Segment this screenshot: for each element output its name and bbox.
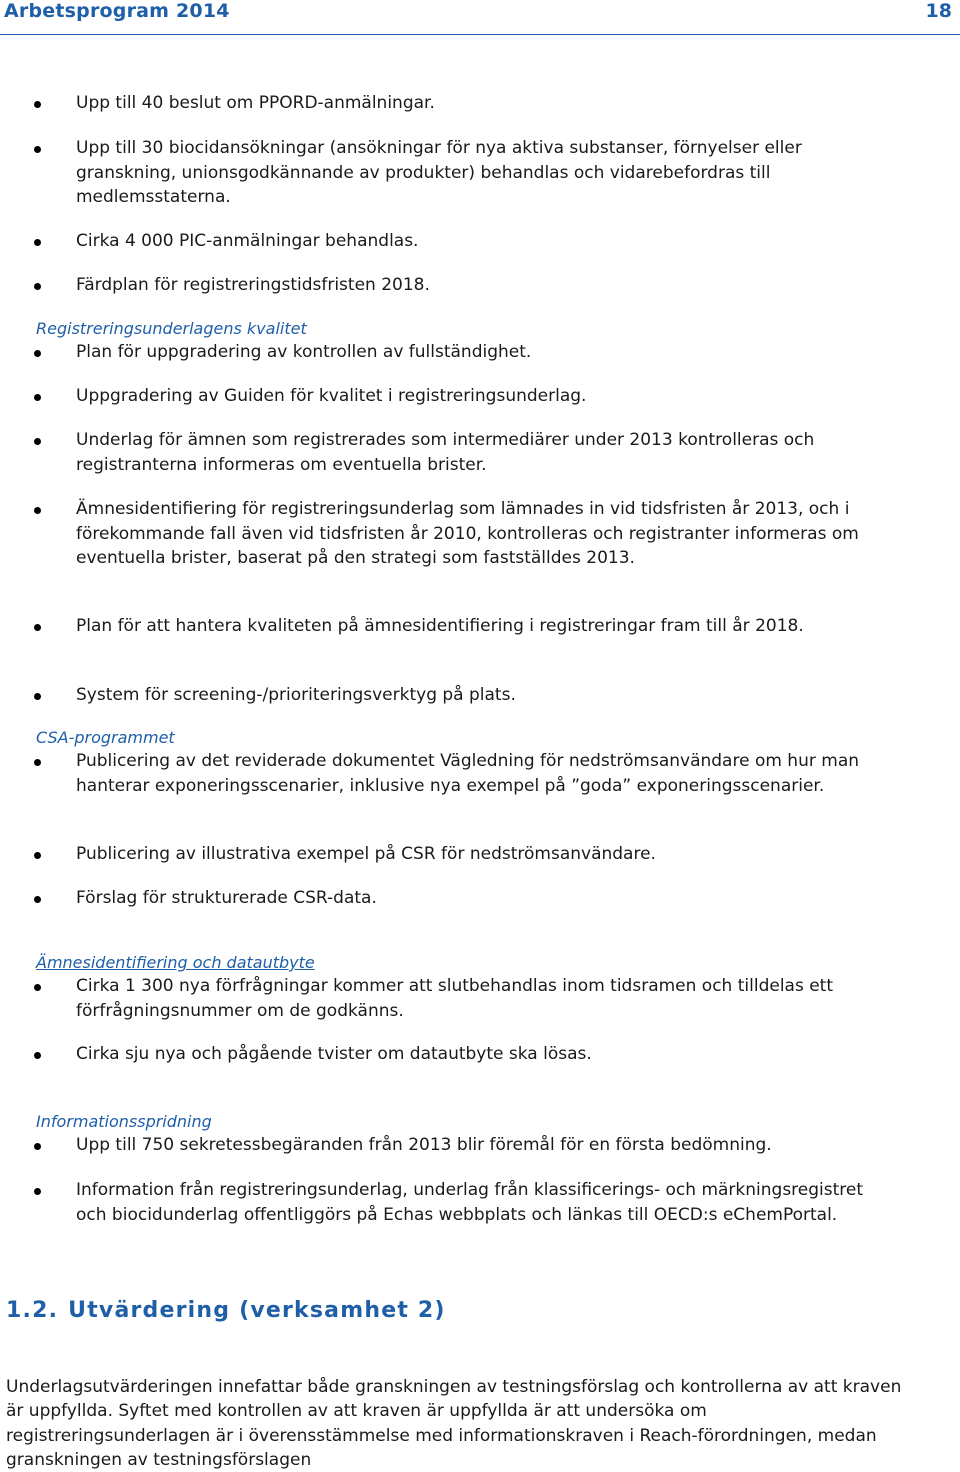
list-item: Förslag för strukturerade CSR-data. [76, 886, 936, 911]
page-header [0, 0, 960, 35]
list-item: Färdplan för registreringstidsfristen 2018. [76, 273, 936, 298]
list-item: Plan för uppgradering av kontrollen av fullständighet. [76, 340, 936, 365]
section-heading-dissemination: Informationsspridning [36, 1112, 212, 1131]
section-heading-quality: Registreringsunderlagens kvalitet [36, 319, 307, 338]
section-title [6, 1298, 446, 1323]
list-item: System för screening-/prioriteringsverktyg på plats. [76, 683, 936, 708]
list-item: Cirka sju nya och pågående tvister om datautbyte ska lösas. [76, 1042, 936, 1067]
section-number: 1.2. [6, 1298, 59, 1323]
list-item: Underlag för ämnen som registrerades som intermediärer under 2013 kontrolleras och registranterna informeras om eventuella brister. [76, 428, 916, 477]
section-title-text: Utvärdering (verksamhet 2) [68, 1298, 446, 1323]
list-item: Plan för att hantera kvaliteten på ämnesidentifiering i registreringar fram till år 2018. [76, 614, 856, 639]
list-item: Upp till 750 sekretessbegäranden från 2013 blir föremål för en första bedömning. [76, 1133, 936, 1158]
list-item: Publicering av det reviderade dokumentet Vägledning för nedströmsanvändare om hur man hanterar exponeringsscenarier, inklusive nya exempel på ”goda” exponeringsscenarier. [76, 749, 881, 798]
list-item: Upp till 40 beslut om PPORD-anmälningar. [76, 91, 936, 116]
list-item: Cirka 4 000 PIC-anmälningar behandlas. [76, 229, 936, 254]
list-item: Uppgradering av Guiden för kvalitet i registreringsunderlag. [76, 384, 936, 409]
list-item: Publicering av illustrativa exempel på CSR för nedströmsanvändare. [76, 842, 936, 867]
header-title: Arbetsprogram 2014 [4, 0, 230, 22]
list-item: Upp till 30 biocidansökningar (ansökningar för nya aktiva substanser, förnyelser eller granskning, unionsgodkännande av produkter) behandlas och vidarebefordras till medlemsstaterna. [76, 136, 896, 210]
body-paragraph: Underlagsutvärderingen innefattar både granskningen av testningsförslag och kontrollerna av att kraven är uppfyllda. Syftet med kontrollen av att kraven är uppfyllda är att undersöka om registreringsunderlagen är i överensstämmelse med informationskraven i Reach-förordningen, medan granskningen av testningsförslagen [6, 1377, 902, 1470]
list-item: Cirka 1 300 nya förfrågningar kommer att slutbehandlas inom tidsramen och tilldelas ett förfrågningsnummer om de godkänns. [76, 974, 876, 1023]
list-item: Information från registreringsunderlag, underlag från klassificerings- och märkningsregistret och biocidunderlag offentliggörs på Echas webbplats och länkas till OECD:s eChemPortal. [76, 1178, 866, 1227]
section-heading-csa: CSA-programmet [36, 728, 175, 747]
section-heading-substance-id: Ämnesidentifiering och datautbyte [36, 953, 315, 972]
page-number: 18 [925, 0, 952, 22]
list-item: Ämnesidentifiering för registreringsunderlag som lämnades in vid tidsfristen år 2013, och i förekommande fall även vid tidsfristen år 2010, kontrolleras och registranter informeras om eventuella brister, baserat på den strategi som fastställdes 2013. [76, 497, 881, 571]
